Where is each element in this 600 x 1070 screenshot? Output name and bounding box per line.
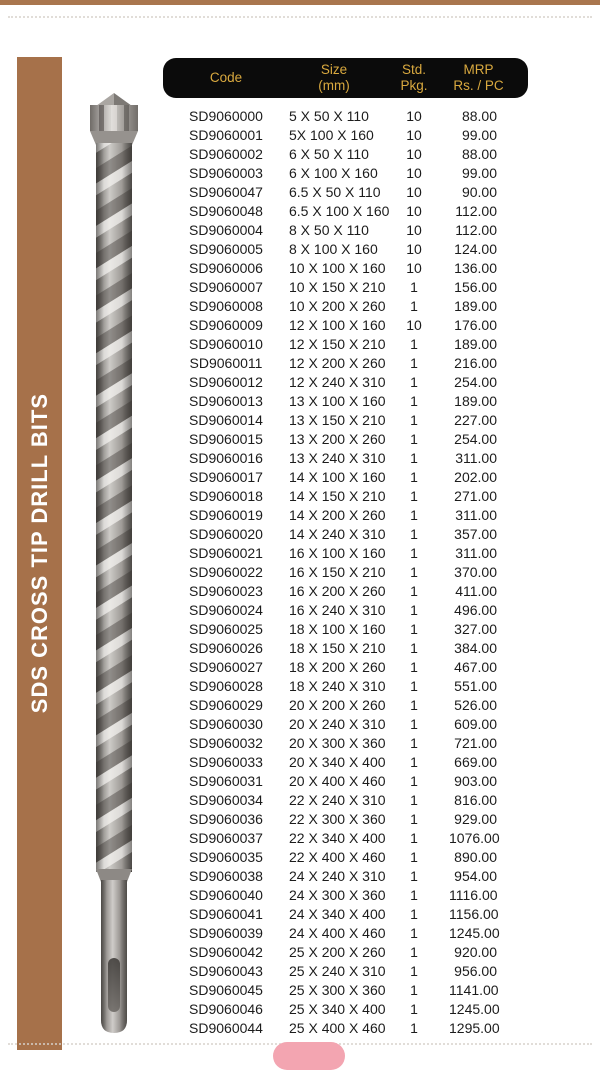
cell-code: SD9060029 (189, 697, 263, 713)
cell-code: SD9060040 (189, 887, 263, 903)
category-title: SDS CROSS TIP DRILL BITS (26, 393, 52, 714)
table-row (163, 601, 528, 620)
table-row (163, 221, 528, 240)
table-row (163, 772, 528, 791)
table-row (163, 924, 528, 943)
cell-mrp: 526.00 (454, 697, 497, 713)
table-row (163, 791, 528, 810)
cell-size: 18 X 240 X 310 (289, 678, 386, 694)
table-header (163, 58, 528, 98)
table-row (163, 563, 528, 582)
cell-size: 22 X 240 X 310 (289, 792, 386, 808)
cell-pkg: 10 (406, 222, 422, 238)
cell-code: SD9060044 (189, 1020, 263, 1036)
cell-size: 8 X 50 X 110 (289, 222, 369, 238)
cell-code: SD9060010 (189, 336, 263, 352)
cell-mrp: 1245.00 (449, 1001, 500, 1017)
table-row (163, 829, 528, 848)
cell-size: 20 X 200 X 260 (289, 697, 386, 713)
table-row (163, 715, 528, 734)
cell-code: SD9060026 (189, 640, 263, 656)
cell-code: SD9060042 (189, 944, 263, 960)
cell-pkg: 1 (410, 374, 418, 390)
cell-code: SD9060013 (189, 393, 263, 409)
category-sidebar (17, 57, 62, 1050)
cell-mrp: 189.00 (454, 393, 497, 409)
cell-code: SD9060014 (189, 412, 263, 428)
cell-code: SD9060021 (189, 545, 263, 561)
cell-pkg: 1 (410, 849, 418, 865)
cell-code: SD9060011 (189, 355, 263, 371)
cell-size: 22 X 300 X 360 (289, 811, 386, 827)
cell-pkg: 1 (410, 393, 418, 409)
cell-pkg: 1 (410, 830, 418, 846)
cell-pkg: 1 (410, 1020, 418, 1036)
table-row (163, 1019, 528, 1038)
cell-size: 14 X 100 X 160 (289, 469, 386, 485)
cell-size: 12 X 150 X 210 (289, 336, 386, 352)
column-header-mrp-line2: Rs. / PC (453, 78, 504, 93)
cell-pkg: 1 (410, 982, 418, 998)
cell-pkg: 1 (410, 963, 418, 979)
cell-mrp: 357.00 (454, 526, 497, 542)
price-table (163, 58, 528, 1038)
cell-pkg: 1 (410, 507, 418, 523)
table-row (163, 335, 528, 354)
cell-pkg: 1 (410, 602, 418, 618)
cell-size: 14 X 240 X 310 (289, 526, 386, 542)
table-row (163, 620, 528, 639)
cell-code: SD9060008 (189, 298, 263, 314)
cell-size: 16 X 200 X 260 (289, 583, 386, 599)
cell-pkg: 1 (410, 716, 418, 732)
cell-size: 6.5 X 50 X 110 (289, 184, 381, 200)
cell-mrp: 920.00 (454, 944, 497, 960)
cell-mrp: 136.00 (454, 260, 497, 276)
table-body (163, 107, 528, 1038)
cell-size: 12 X 240 X 310 (289, 374, 386, 390)
table-row (163, 696, 528, 715)
cell-mrp: 370.00 (454, 564, 497, 580)
drill-bit-image (82, 92, 146, 1040)
cell-size: 25 X 240 X 310 (289, 963, 386, 979)
cell-mrp: 99.00 (461, 165, 497, 181)
cell-size: 16 X 240 X 310 (289, 602, 386, 618)
cell-pkg: 10 (406, 146, 422, 162)
cell-size: 14 X 200 X 260 (289, 507, 386, 523)
cell-pkg: 1 (410, 1001, 418, 1017)
cell-size: 16 X 100 X 160 (289, 545, 386, 561)
cell-pkg: 10 (406, 317, 422, 333)
cell-pkg: 1 (410, 811, 418, 827)
table-row (163, 297, 528, 316)
cell-size: 5X 100 X 160 (289, 127, 374, 143)
table-row (163, 525, 528, 544)
table-row (163, 392, 528, 411)
table-row (163, 734, 528, 753)
cell-mrp: 202.00 (454, 469, 497, 485)
table-row (163, 1000, 528, 1019)
column-header-mrp-line1: MRP (463, 62, 494, 77)
cell-pkg: 1 (410, 355, 418, 371)
cell-code: SD9060000 (189, 108, 263, 124)
cell-code: SD9060003 (189, 165, 263, 181)
cell-mrp: 929.00 (454, 811, 497, 827)
cell-code: SD9060048 (189, 203, 263, 219)
cell-mrp: 609.00 (454, 716, 497, 732)
top-accent-bar (0, 0, 600, 5)
cell-code: SD9060045 (189, 982, 263, 998)
cell-size: 14 X 150 X 210 (289, 488, 386, 504)
table-row (163, 658, 528, 677)
cell-pkg: 1 (410, 640, 418, 656)
cell-code: SD9060036 (189, 811, 263, 827)
cell-code: SD9060038 (189, 868, 263, 884)
cell-pkg: 10 (406, 203, 422, 219)
column-header-code (163, 70, 289, 86)
cell-size: 20 X 240 X 310 (289, 716, 386, 732)
cell-pkg: 10 (406, 184, 422, 200)
cell-pkg: 1 (410, 279, 418, 295)
table-row (163, 753, 528, 772)
cell-mrp: 467.00 (454, 659, 497, 675)
cell-size: 6 X 50 X 110 (289, 146, 369, 162)
cell-size: 6 X 100 X 160 (289, 165, 378, 181)
cell-code: SD9060034 (189, 792, 263, 808)
cell-code: SD9060025 (189, 621, 263, 637)
table-row (163, 202, 528, 221)
table-row (163, 468, 528, 487)
cell-mrp: 124.00 (454, 241, 497, 257)
cell-code: SD9060022 (189, 564, 263, 580)
cell-mrp: 99.00 (461, 127, 497, 143)
cell-code: SD9060032 (189, 735, 263, 751)
table-row (163, 544, 528, 563)
cell-size: 22 X 400 X 460 (289, 849, 386, 865)
table-row (163, 962, 528, 981)
table-row (163, 259, 528, 278)
cell-mrp: 156.00 (454, 279, 497, 295)
cell-mrp: 88.00 (461, 108, 497, 124)
cell-size: 25 X 340 X 400 (289, 1001, 386, 1017)
cell-mrp: 669.00 (454, 754, 497, 770)
cell-code: SD9060031 (189, 773, 263, 789)
cell-mrp: 112.00 (455, 222, 497, 238)
cell-pkg: 1 (410, 659, 418, 675)
cell-pkg: 1 (410, 545, 418, 561)
cell-code: SD9060033 (189, 754, 263, 770)
cell-pkg: 1 (410, 678, 418, 694)
cell-code: SD9060039 (189, 925, 263, 941)
cell-pkg: 10 (406, 127, 422, 143)
cell-code: SD9060041 (189, 906, 263, 922)
cell-code: SD9060037 (189, 830, 263, 846)
cell-size: 16 X 150 X 210 (289, 564, 386, 580)
cell-size: 25 X 200 X 260 (289, 944, 386, 960)
cell-code: SD9060023 (189, 583, 263, 599)
column-header-std-pkg (379, 62, 449, 94)
table-row (163, 240, 528, 259)
cell-code: SD9060012 (189, 374, 263, 390)
column-header-std-pkg-line2: Pkg. (400, 78, 428, 93)
cell-pkg: 1 (410, 773, 418, 789)
cell-code: SD9060028 (189, 678, 263, 694)
cell-mrp: 271.00 (454, 488, 497, 504)
cell-size: 20 X 400 X 460 (289, 773, 386, 789)
cell-code: SD9060024 (189, 602, 263, 618)
cell-pkg: 1 (410, 906, 418, 922)
table-row (163, 487, 528, 506)
column-header-code-line1: Code (209, 70, 243, 85)
cell-pkg: 1 (410, 526, 418, 542)
cell-size: 13 X 150 X 210 (289, 412, 386, 428)
cell-code: SD9060016 (189, 450, 263, 466)
cell-code: SD9060009 (189, 317, 263, 333)
cell-code: SD9060047 (189, 184, 263, 200)
cell-size: 20 X 340 X 400 (289, 754, 386, 770)
cell-size: 6.5 X 100 X 160 (289, 203, 390, 219)
cell-mrp: 189.00 (454, 298, 497, 314)
cell-size: 25 X 400 X 460 (289, 1020, 386, 1036)
table-row (163, 411, 528, 430)
cell-mrp: 176.00 (454, 317, 497, 333)
cell-mrp: 254.00 (454, 431, 497, 447)
cell-mrp: 1076.00 (449, 830, 500, 846)
cell-code: SD9060046 (189, 1001, 263, 1017)
table-row (163, 354, 528, 373)
cell-pkg: 1 (410, 868, 418, 884)
cell-size: 24 X 400 X 460 (289, 925, 386, 941)
cell-code: SD9060030 (189, 716, 263, 732)
column-header-std-pkg-line1: Std. (401, 62, 426, 77)
cell-code: SD9060018 (189, 488, 263, 504)
table-row (163, 848, 528, 867)
cell-code: SD9060017 (189, 469, 263, 485)
cell-pkg: 10 (406, 241, 422, 257)
column-header-size-line1: Size (320, 62, 348, 77)
cell-pkg: 1 (410, 621, 418, 637)
table-row (163, 107, 528, 126)
cell-pkg: 1 (410, 944, 418, 960)
table-row (163, 810, 528, 829)
cell-pkg: 1 (410, 583, 418, 599)
cell-size: 12 X 200 X 260 (289, 355, 386, 371)
cell-mrp: 954.00 (454, 868, 497, 884)
cell-size: 20 X 300 X 360 (289, 735, 386, 751)
cell-size: 10 X 200 X 260 (289, 298, 386, 314)
cell-pkg: 1 (410, 298, 418, 314)
cell-pkg: 1 (410, 697, 418, 713)
table-row (163, 164, 528, 183)
cell-size: 8 X 100 X 160 (289, 241, 378, 257)
cell-code: SD9060001 (189, 127, 263, 143)
dotted-divider-top (8, 16, 592, 18)
table-row (163, 506, 528, 525)
cell-pkg: 1 (410, 336, 418, 352)
cell-mrp: 189.00 (454, 336, 497, 352)
table-row (163, 677, 528, 696)
table-row (163, 278, 528, 297)
cell-pkg: 1 (410, 925, 418, 941)
table-row (163, 943, 528, 962)
table-row (163, 183, 528, 202)
cell-code: SD9060019 (189, 507, 263, 523)
table-row (163, 867, 528, 886)
cell-mrp: 1295.00 (449, 1020, 500, 1036)
cell-mrp: 311.00 (455, 507, 497, 523)
cell-size: 22 X 340 X 400 (289, 830, 386, 846)
cell-pkg: 10 (406, 108, 422, 124)
cell-pkg: 1 (410, 450, 418, 466)
cell-code: SD9060043 (189, 963, 263, 979)
column-header-mrp (449, 62, 528, 94)
cell-size: 10 X 100 X 160 (289, 260, 386, 276)
cell-size: 24 X 300 X 360 (289, 887, 386, 903)
cell-size: 18 X 200 X 260 (289, 659, 386, 675)
cell-size: 12 X 100 X 160 (289, 317, 386, 333)
cell-size: 24 X 340 X 400 (289, 906, 386, 922)
cell-mrp: 311.00 (455, 450, 497, 466)
cell-mrp: 496.00 (454, 602, 497, 618)
cell-code: SD9060004 (189, 222, 263, 238)
cell-mrp: 890.00 (454, 849, 497, 865)
cell-mrp: 816.00 (454, 792, 497, 808)
cell-pkg: 1 (410, 792, 418, 808)
table-row (163, 373, 528, 392)
table-row (163, 582, 528, 601)
cell-size: 25 X 300 X 360 (289, 982, 386, 998)
cell-pkg: 10 (406, 165, 422, 181)
table-row (163, 886, 528, 905)
cell-mrp: 384.00 (454, 640, 497, 656)
cell-mrp: 1116.00 (449, 887, 498, 903)
cell-mrp: 88.00 (461, 146, 497, 162)
page-badge (273, 1042, 345, 1070)
cell-pkg: 1 (410, 564, 418, 580)
column-header-size (289, 62, 379, 94)
cell-mrp: 956.00 (454, 963, 497, 979)
cell-pkg: 10 (406, 260, 422, 276)
cell-mrp: 311.00 (455, 545, 497, 561)
cell-pkg: 1 (410, 887, 418, 903)
cell-size: 10 X 150 X 210 (289, 279, 386, 295)
cell-mrp: 90.00 (461, 184, 497, 200)
cell-mrp: 1245.00 (449, 925, 500, 941)
cell-mrp: 216.00 (454, 355, 497, 371)
cell-pkg: 1 (410, 735, 418, 751)
cell-code: SD9060002 (189, 146, 263, 162)
cell-mrp: 721.00 (454, 735, 497, 751)
cell-pkg: 1 (410, 469, 418, 485)
table-row (163, 905, 528, 924)
cell-mrp: 227.00 (454, 412, 497, 428)
cell-mrp: 112.00 (455, 203, 497, 219)
cell-size: 13 X 100 X 160 (289, 393, 386, 409)
cell-code: SD9060027 (189, 659, 263, 675)
table-row (163, 126, 528, 145)
table-row (163, 639, 528, 658)
table-row (163, 316, 528, 335)
cell-mrp: 1141.00 (449, 982, 499, 998)
cell-mrp: 551.00 (454, 678, 497, 694)
cell-size: 18 X 150 X 210 (289, 640, 386, 656)
cell-size: 24 X 240 X 310 (289, 868, 386, 884)
cell-mrp: 1156.00 (449, 906, 499, 922)
cell-mrp: 254.00 (454, 374, 497, 390)
table-row (163, 449, 528, 468)
cell-size: 13 X 200 X 260 (289, 431, 386, 447)
cell-pkg: 1 (410, 754, 418, 770)
cell-size: 13 X 240 X 310 (289, 450, 386, 466)
cell-code: SD9060020 (189, 526, 263, 542)
cell-code: SD9060007 (189, 279, 263, 295)
column-header-size-line2: (mm) (318, 78, 350, 93)
cell-mrp: 411.00 (455, 583, 497, 599)
cell-mrp: 903.00 (454, 773, 497, 789)
cell-code: SD9060005 (189, 241, 263, 257)
cell-pkg: 1 (410, 488, 418, 504)
table-row (163, 145, 528, 164)
cell-code: SD9060035 (189, 849, 263, 865)
table-row (163, 981, 528, 1000)
cell-code: SD9060006 (189, 260, 263, 276)
cell-size: 5 X 50 X 110 (289, 108, 369, 124)
cell-size: 18 X 100 X 160 (289, 621, 386, 637)
cell-mrp: 327.00 (454, 621, 497, 637)
cell-pkg: 1 (410, 431, 418, 447)
table-row (163, 430, 528, 449)
cell-pkg: 1 (410, 412, 418, 428)
cell-code: SD9060015 (189, 431, 263, 447)
